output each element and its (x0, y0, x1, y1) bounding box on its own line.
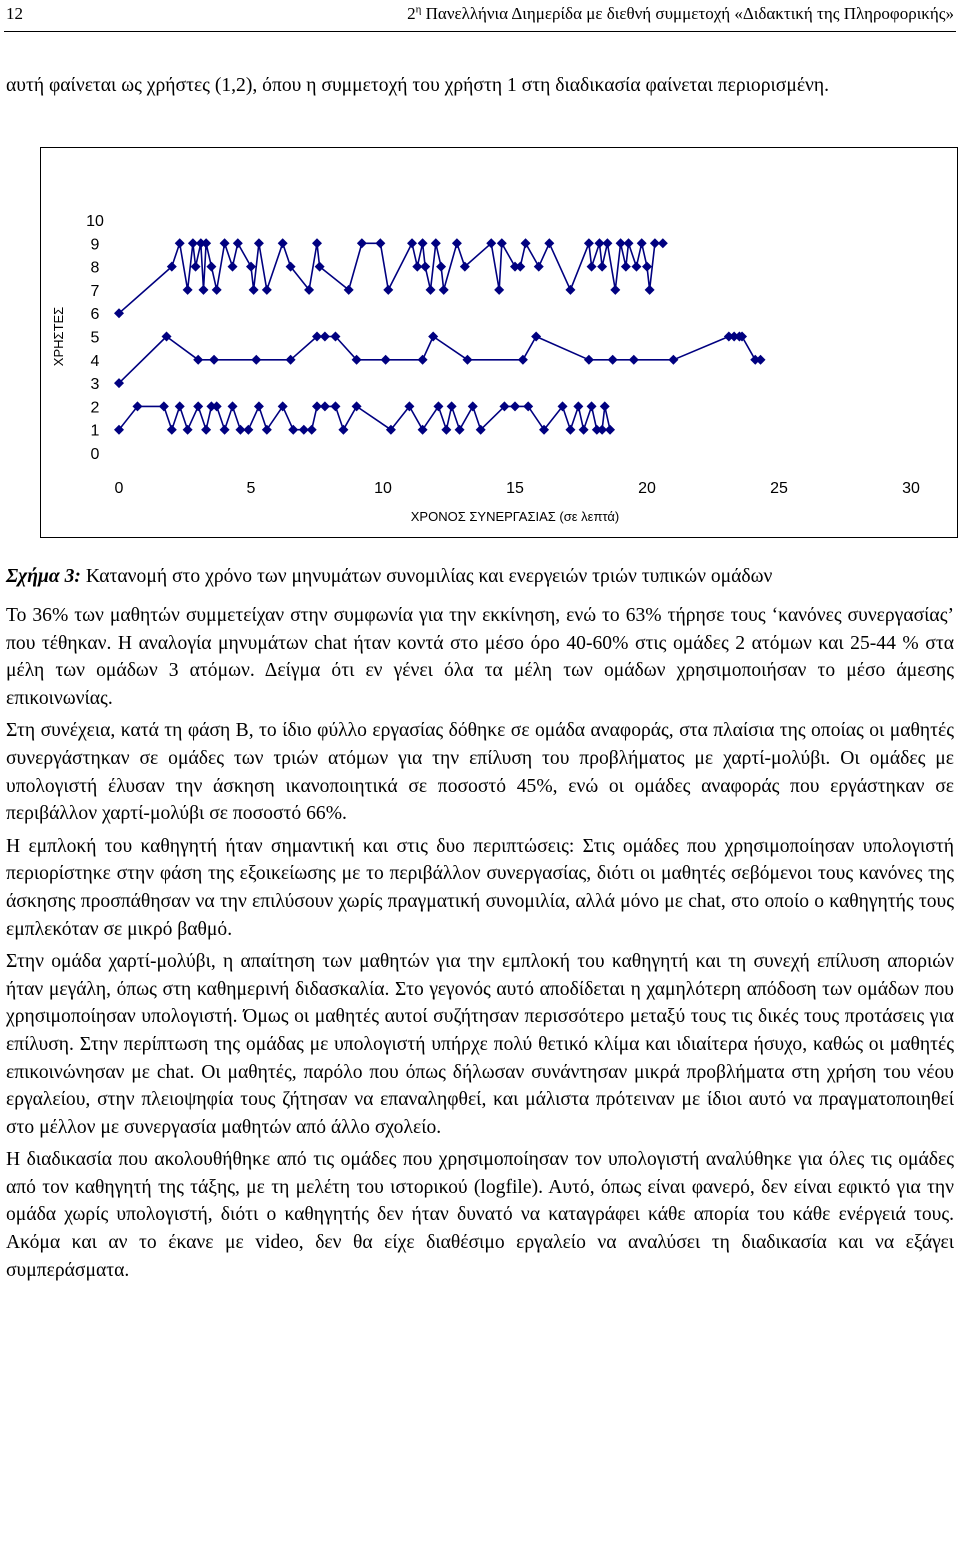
data-point (597, 262, 607, 272)
paragraph: Η διαδικασία που ακολουθήθηκε από τις ομάδες που χρησιμοποίησαν τον υπολογιστή αναλύθηκε για όλες τις ομάδες από τον καθηγητή της τάξης, με τη μελέτη του ιστορικού (logfile). Αυτό, όπως είναι φανερό, δεν είναι εφικτό για την ομάδα χωρίς υπολογιστή, διότι ο καθηγητής δεν ήταν δυνατό να καταγράφει κάθε απορία του κάθε ενέργειά τους. Ακόμα και αν το έκανε με video, δεν θα είχε διαθέσιμο εργαλείο να αναλύσει τη διαδικασία και να εξάγει συμπεράσματα. (6, 1149, 954, 1281)
data-point (330, 401, 340, 411)
data-point (243, 425, 253, 435)
data-point (249, 285, 259, 295)
data-point (198, 285, 208, 295)
x-tick-label: 10 (374, 480, 392, 497)
running-title-superscript: η (415, 3, 422, 16)
data-point (407, 238, 417, 248)
data-point (565, 425, 575, 435)
data-point (579, 425, 589, 435)
data-point (212, 285, 222, 295)
x-tick-label: 25 (770, 480, 788, 497)
data-point (254, 238, 264, 248)
data-point (209, 355, 219, 365)
data-point (600, 401, 610, 411)
y-tick-label: 2 (90, 399, 100, 417)
timeline-chart (41, 148, 959, 539)
data-point (668, 355, 678, 365)
data-point (587, 401, 597, 411)
body-text (6, 602, 954, 1289)
running-title (407, 0, 954, 28)
data-point (183, 425, 193, 435)
data-point (167, 425, 177, 435)
data-point (468, 401, 478, 411)
data-point (455, 425, 465, 435)
data-point (510, 401, 520, 411)
y-tick-label: 5 (90, 329, 100, 347)
y-tick-label: 1 (90, 422, 100, 440)
chart-series (114, 238, 766, 434)
data-point (534, 262, 544, 272)
chart-axes (86, 213, 920, 497)
data-point (312, 238, 322, 248)
data-point (201, 238, 211, 248)
y-tick-label: 7 (90, 282, 100, 300)
series-line (119, 406, 610, 429)
data-point (383, 285, 393, 295)
data-point (631, 262, 641, 272)
data-point (183, 285, 193, 295)
data-point (246, 262, 256, 272)
data-point (587, 262, 597, 272)
running-title-text: Πανελλήνια Διημερίδα με διεθνή συμμετοχή «Διδακτική της Πληροφορικής» (421, 4, 954, 23)
data-point (462, 355, 472, 365)
data-point (251, 355, 261, 365)
data-point (497, 238, 507, 248)
data-point (262, 285, 272, 295)
figure-frame (40, 147, 958, 538)
data-point (605, 425, 615, 435)
data-point (320, 332, 330, 342)
x-tick-label: 0 (114, 480, 124, 497)
x-tick-label: 30 (902, 480, 920, 497)
data-point (584, 355, 594, 365)
y-axis-title: ΧΡΗΣΤΕΣ (51, 306, 66, 367)
data-point (307, 425, 317, 435)
header-divider (4, 31, 956, 32)
data-point (233, 238, 243, 248)
data-point (420, 262, 430, 272)
data-point (431, 238, 441, 248)
data-point (494, 285, 504, 295)
data-point (441, 425, 451, 435)
intro-text: αυτή φαίνεται ως χρήστες (1,2), όπου η συμμετοχή του χρήστη 1 στη διαδικασία φαίνεται περιορισμένη. (6, 75, 830, 96)
data-point (645, 285, 655, 295)
y-tick-label: 6 (90, 306, 100, 324)
data-point (193, 401, 203, 411)
y-tick-label: 10 (86, 213, 104, 230)
page-number: 12 (6, 4, 23, 23)
y-tick-label: 4 (90, 352, 100, 370)
data-point (428, 332, 438, 342)
data-point (338, 425, 348, 435)
data-point (288, 425, 298, 435)
data-point (159, 401, 169, 411)
data-point (220, 425, 230, 435)
data-point (433, 401, 443, 411)
data-point (637, 238, 647, 248)
y-tick-label: 0 (90, 446, 100, 463)
data-point (523, 401, 533, 411)
y-tick-label: 8 (90, 259, 100, 277)
data-point (254, 401, 264, 411)
data-point (658, 238, 668, 248)
data-point (629, 355, 639, 365)
caption-label: Σχήμα 3: (6, 566, 81, 587)
y-tick-label: 9 (90, 236, 100, 254)
data-point (262, 425, 272, 435)
data-point (228, 262, 238, 272)
data-point (381, 355, 391, 365)
data-point (278, 238, 288, 248)
data-point (357, 238, 367, 248)
running-title-prefix: 2 (407, 4, 416, 23)
data-point (621, 262, 631, 272)
data-point (191, 262, 201, 272)
data-point (608, 355, 618, 365)
data-point (452, 238, 462, 248)
data-point (278, 401, 288, 411)
y-tick-label: 3 (90, 376, 100, 394)
data-point (756, 355, 766, 365)
data-point (320, 401, 330, 411)
data-point (201, 425, 211, 435)
intro-paragraph (6, 72, 954, 100)
data-point (175, 401, 185, 411)
series-line (119, 243, 663, 313)
figure-caption (6, 563, 772, 591)
data-point (624, 238, 634, 248)
data-point (175, 238, 185, 248)
data-point (220, 238, 230, 248)
paragraph: Στην ομάδα χαρτί-μολύβι, η απαίτηση των μαθητών για την εμπλοκή του καθηγητή και τη συνεχή επίλυση αποριών ήταν μεγάλη, όπως στη καθημερινή διδασκαλία. Στο γεγονός αυτό αποδίδεται η χαμηλότερη απόδοση των ομάδων που χρησιμοποίησαν υπολογιστή. Όμως οι μαθητές αυτοί συζήτησαν περισσότερο μεταξύ τους τις δικές τους προτάσεις για επίλυση. Στην περίπτωση της ομάδας με υπολογιστή υπήρχε πολύ θετικό κλίμα και ιδιαίτερα ήσυχο, καθώς οι μαθητές επικοινώνησαν με chat. Οι μαθητές, παρόλο που όπως δήλωσαν συνάντησαν μικρά προβλήματα στη χρήση του νέου εργαλείου, στην πλειοψηφία τους ζήτησαν να επαναληφθεί, και μάλιστα πρότειναν με ίδιοι αυτό να πραγματοποιηθεί στο μέλλον με συνεργασία μαθητών από άλλο σχολείο. (6, 951, 954, 1138)
data-point (515, 262, 525, 272)
caption-text: Κατανομή στο χρόνο των μηνυμάτων συνομιλίας και ενεργειών τριών τυπικών ομάδων (80, 566, 773, 587)
data-point (573, 401, 583, 411)
data-point (565, 285, 575, 295)
paragraph: Το 36% των μαθητών συμμετείχαν στην συμφωνία για την εκκίνηση, ενώ το 63% τήρησε τους ‘κανόνες συνεργασίας’ που τέθηκαν. Η αναλογία μηνυμάτων chat ήταν κοντά στο μέσο όρο 40-60% στις ομάδες 2 ατόμων και 25-44 % στα μέλη των ομάδων 3 ατόμων. Δείγμα ότι εν γένει όλα τα μέλη των ομάδων χρησιμοποιήσαν το μέσο άμεσης επικοινωνίας. (6, 605, 954, 709)
x-tick-label: 15 (506, 480, 524, 497)
paragraph: Η εμπλοκή του καθηγητή ήταν σημαντική και στις δυο περιπτώσεις: Στις ομάδες που χρησιμοποίησαν υπολογιστή περιορίστηκε στην φάση της εξοικείωσης με το περιβάλλον συνεργασίας, διότι οι μαθητές σεβόμενοι τους κανόνες της άσκησης προσπάθησαν να την επιλύσουν χωρίς πραγματική συνομιλία, αλλά μόνο με chat, στο οποίο ο καθηγητής τους εμπλεκόταν σε μικρό βαθμό. (6, 835, 954, 940)
data-point (206, 262, 216, 272)
page-header (6, 0, 954, 28)
data-point (418, 425, 428, 435)
x-tick-label: 20 (638, 480, 656, 497)
data-point (610, 285, 620, 295)
paragraph: Στη συνέχεια, κατά τη φάση Β, το ίδιο φύλλο εργασίας δόθηκε σε ομάδα αναφοράς, στα πλαίσια της οποίας οι μαθητές συνεργάστηκαν σε ομάδες των τριών ατόμων για την επίλυση του προβλήματος με χαρτί-μολύβι. Οι ομάδες με υπολογιστή έλυσαν την άσκηση ικανοποιητικά σε ποσοστό 45%, ενώ οι ομάδες αναφοράς που εργάστηκαν σε περιβάλλον χαρτί-μολύβι σε ποσοστό 66%. (6, 720, 954, 825)
data-point (447, 401, 457, 411)
data-point (521, 238, 531, 248)
data-point (418, 238, 428, 248)
data-point (531, 332, 541, 342)
data-point (352, 401, 362, 411)
data-point (426, 285, 436, 295)
x-axis-title: ΧΡΟΝΟΣ ΣΥΝΕΡΓΑΣΙΑΣ (σε λεπτά) (410, 509, 620, 524)
data-point (642, 262, 652, 272)
data-point (518, 355, 528, 365)
data-point (418, 355, 428, 365)
data-point (228, 401, 238, 411)
data-point (602, 238, 612, 248)
data-point (212, 401, 222, 411)
data-point (436, 262, 446, 272)
x-tick-label: 5 (246, 480, 256, 497)
data-point (439, 285, 449, 295)
data-point (544, 238, 554, 248)
data-point (584, 238, 594, 248)
data-point (375, 238, 385, 248)
